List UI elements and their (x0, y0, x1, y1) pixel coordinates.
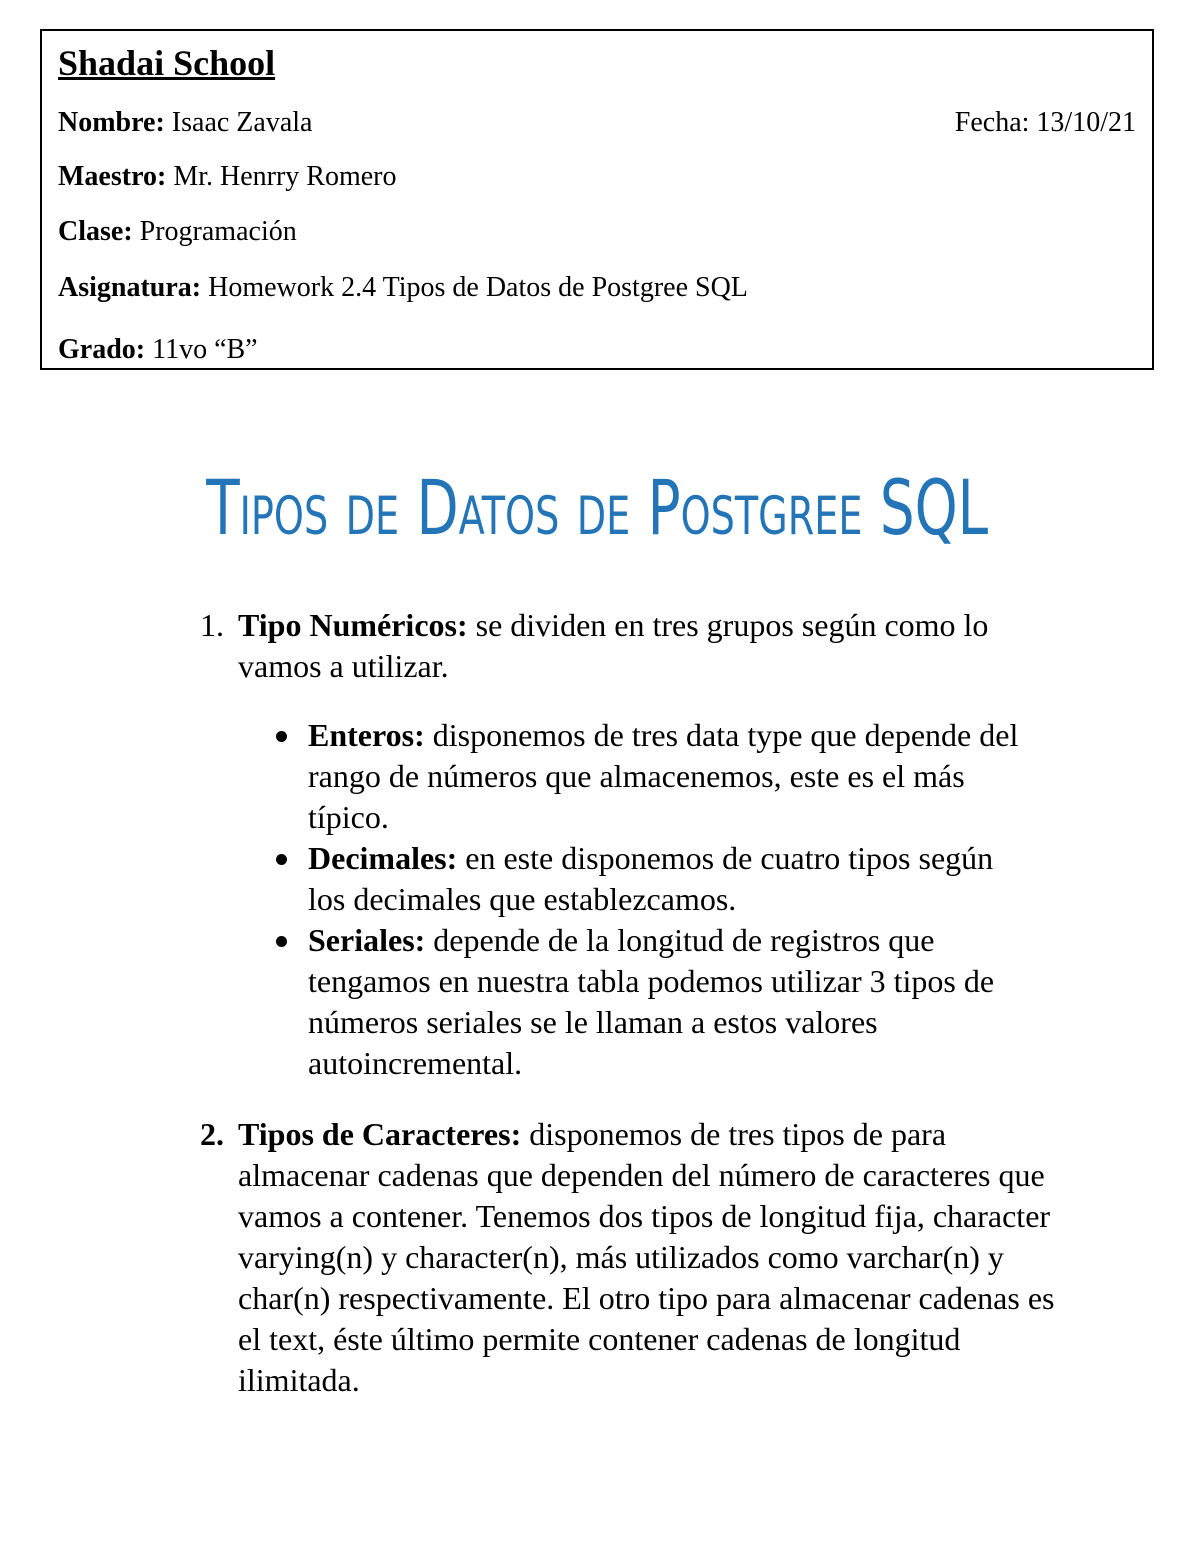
numeric-types-list (268, 715, 1038, 1084)
bullet-icon (276, 731, 287, 742)
clase-value: Programación (132, 216, 297, 247)
nombre-label: Nombre: (58, 107, 165, 138)
section-heading: Tipos de Caracteres: (238, 1116, 522, 1152)
grado-label: Grado: (58, 334, 146, 365)
fecha-field: Fecha: 13/10/21 (954, 107, 1136, 138)
nombre-value: Isaac Zavala (164, 107, 313, 138)
section-paragraph (238, 1114, 1060, 1401)
document-title: Tipos de Datos de Postgree SQL (206, 463, 989, 552)
nombre-field (58, 109, 312, 137)
maestro-label: Maestro: (58, 161, 167, 192)
clase-field (58, 218, 297, 246)
section-characters (200, 1114, 1060, 1401)
list-item (268, 715, 1038, 838)
section-heading: Tipo Numéricos: (238, 607, 468, 643)
list-item (268, 920, 1038, 1084)
maestro-value: Mr. Henrry Romero (166, 161, 397, 192)
section-paragraph (238, 605, 1060, 687)
bullet-text: disponemos de tres data type que depende del rango de números que almacenemos, este es el más típico. (308, 717, 1019, 835)
clase-label: Clase: (58, 216, 133, 247)
bullet-icon (276, 936, 287, 947)
asignatura-field (58, 274, 748, 302)
grado-value: 11vo “B” (145, 334, 258, 365)
section-numeric (200, 605, 1060, 687)
bullet-heading: Decimales: (308, 840, 458, 876)
bullet-text: en este disponemos de cuatro tipos según los decimales que establezcamos. (308, 840, 994, 917)
list-item (268, 838, 1038, 920)
section-text: se dividen en tres grupos según como lo vamos a utilizar. (238, 607, 989, 684)
bullet-text: depende de la longitud de registros que tengamos en nuestra tabla podemos utilizar 3 tipos de números seriales se le llaman a estos valores autoincremental. (308, 922, 995, 1081)
maestro-field (58, 163, 397, 191)
section-text: disponemos de tres tipos de para almacenar cadenas que dependen del número de caracteres que vamos a contener. Tenemos dos tipos de longitud fija, character varying(n) y character(n), más utilizados como varchar(n) y char(n) respectivamente. El otro tipo para almacenar cadenas es el text, éste último permite contener cadenas de longitud ilimitada. (238, 1116, 1055, 1398)
bullet-heading: Seriales: (308, 922, 426, 958)
section-number: 2. (200, 1116, 224, 1152)
asignatura-label: Asignatura: (58, 272, 202, 303)
asignatura-value: Homework 2.4 Tipos de Datos de Postgree SQL (201, 272, 748, 303)
bullet-icon (276, 854, 287, 865)
bullet-heading: Enteros: (308, 717, 425, 753)
school-name: Shadai School (58, 43, 276, 83)
header-box (40, 29, 1154, 370)
section-number: 1. (200, 607, 224, 643)
grado-field (58, 336, 258, 364)
